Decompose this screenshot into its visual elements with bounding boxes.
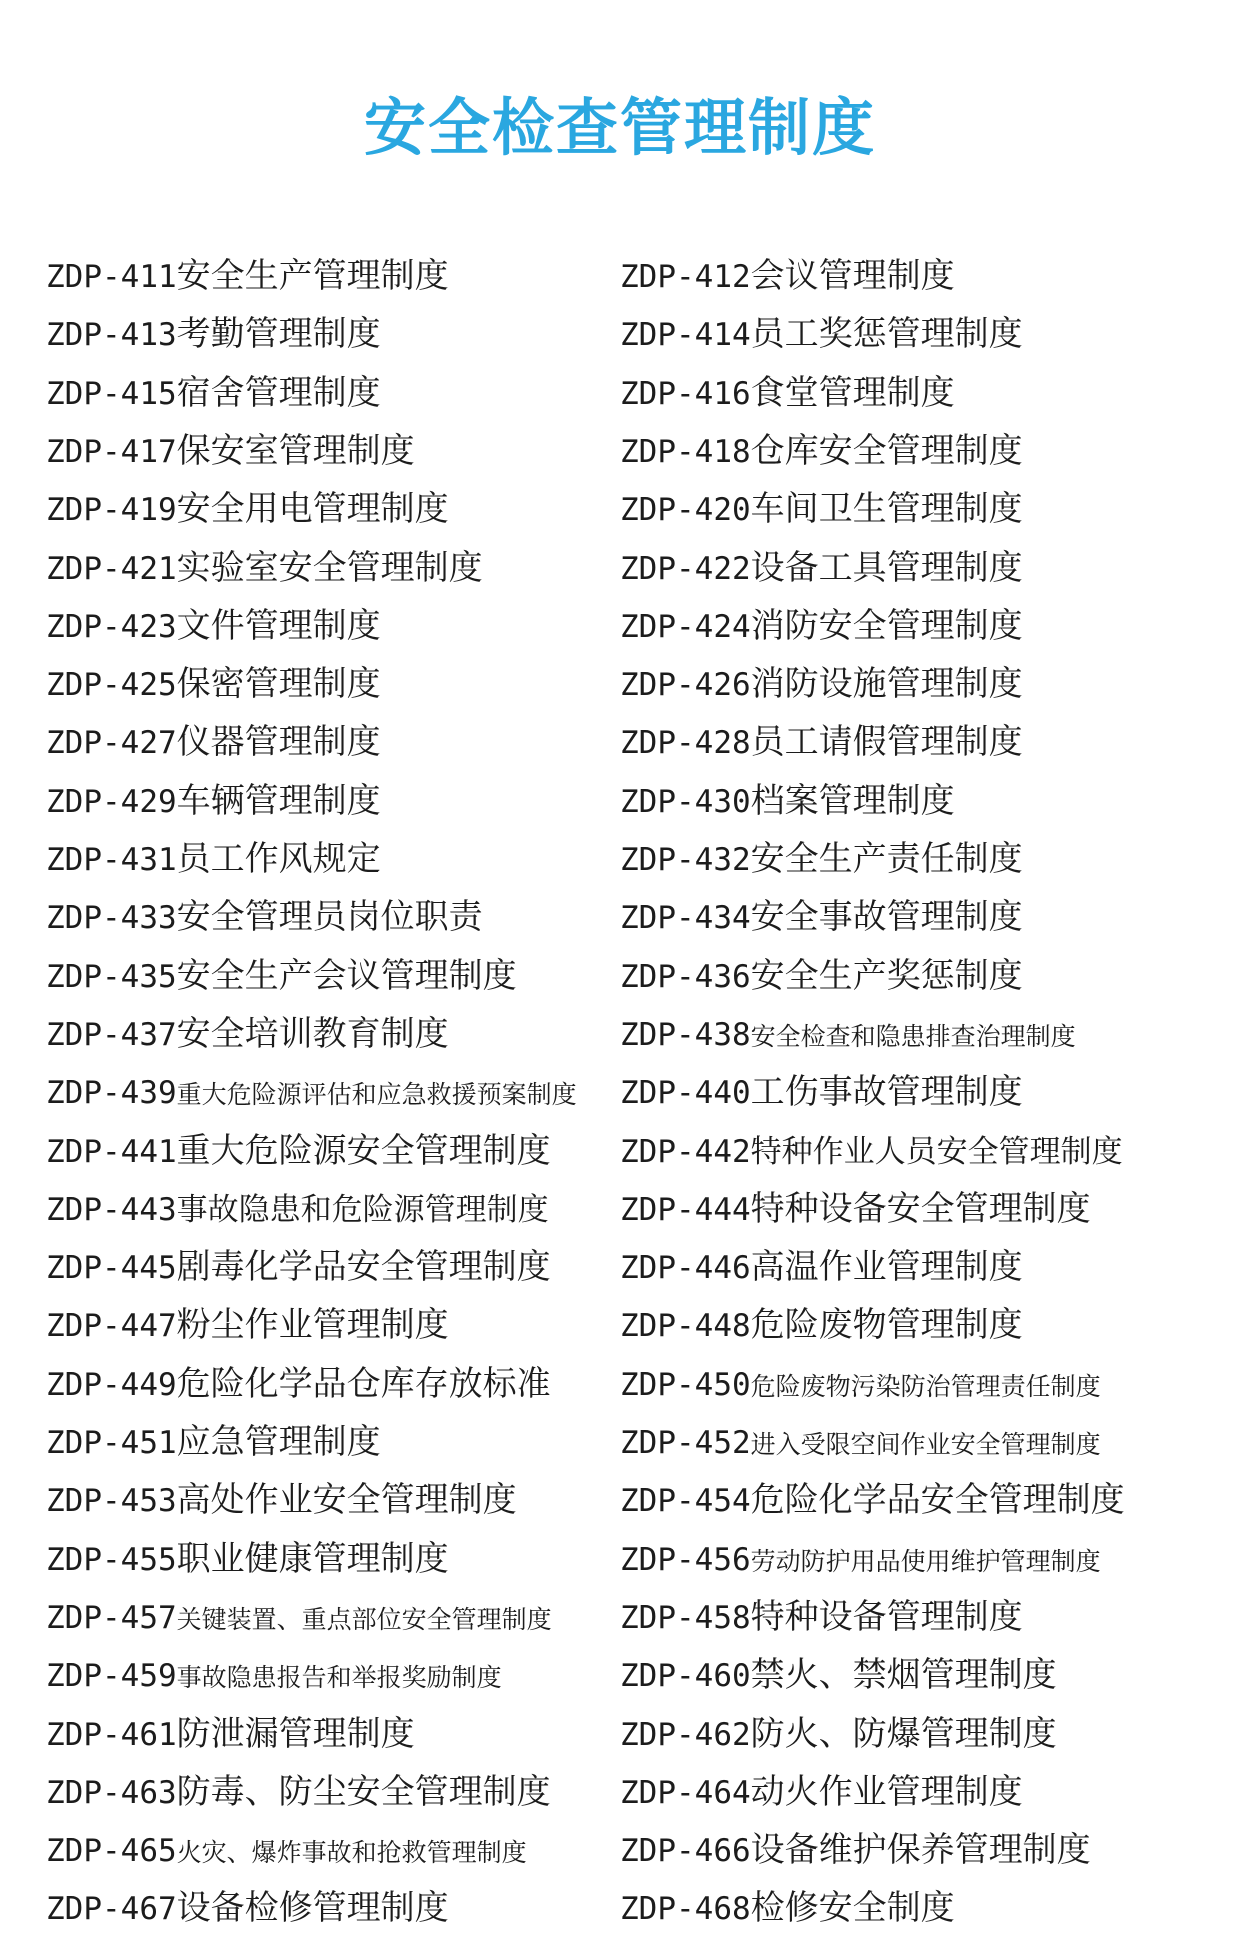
document-code: ZDP-450 — [620, 1366, 751, 1403]
list-row — [0, 655, 1240, 713]
document-name: 防毒、防尘安全管理制度 — [176, 1771, 551, 1812]
document-name: 事故隐患和危险源管理制度 — [176, 1191, 549, 1228]
list-item — [46, 830, 381, 888]
document-code: ZDP-417 — [46, 433, 177, 470]
document-name: 火灾、爆炸事故和抢救管理制度 — [176, 1838, 527, 1868]
list-item — [620, 1763, 1023, 1821]
list-row — [0, 1821, 1240, 1879]
document-code: ZDP-444 — [620, 1191, 751, 1228]
list-row — [0, 1122, 1240, 1180]
document-code: ZDP-421 — [46, 550, 177, 587]
list-item — [620, 1122, 1123, 1180]
document-name: 员工奖惩管理制度 — [750, 314, 1023, 355]
document-code: ZDP-456 — [620, 1541, 751, 1578]
document-code: ZDP-413 — [46, 317, 177, 354]
document-name: 档案管理制度 — [750, 780, 955, 821]
document-code: ZDP-426 — [620, 667, 751, 704]
list-item — [46, 539, 483, 597]
document-code: ZDP-467 — [46, 1891, 177, 1928]
list-row — [0, 1355, 1240, 1413]
list-item — [620, 1705, 1057, 1763]
document-code: ZDP-428 — [620, 725, 751, 762]
document-code: ZDP-439 — [46, 1075, 177, 1112]
document-code: ZDP-423 — [46, 608, 177, 645]
document-name: 安全管理员岗位职责 — [176, 897, 483, 938]
document-code: ZDP-419 — [46, 492, 177, 529]
document-name: 特种设备管理制度 — [750, 1596, 1023, 1637]
document-name: 关键装置、重点部位安全管理制度 — [176, 1604, 552, 1634]
document-name: 高处作业安全管理制度 — [176, 1480, 517, 1521]
document-name: 危险化学品仓库存放标准 — [176, 1363, 551, 1404]
list-item — [620, 1005, 1076, 1063]
list-item — [620, 1355, 1101, 1413]
document-code: ZDP-431 — [46, 842, 177, 878]
document-code: ZDP-434 — [620, 900, 751, 937]
list-item — [46, 305, 381, 363]
list-row — [0, 597, 1240, 655]
document-code: ZDP-437 — [46, 1016, 177, 1053]
document-code: ZDP-451 — [46, 1425, 177, 1461]
document-code: ZDP-411 — [46, 259, 177, 295]
list-row — [0, 422, 1240, 480]
list-row — [0, 480, 1240, 538]
document-name: 工伤事故管理制度 — [750, 1072, 1023, 1113]
document-code: ZDP-445 — [46, 1250, 177, 1287]
document-code: ZDP-463 — [46, 1774, 177, 1811]
document-code: ZDP-465 — [46, 1833, 177, 1870]
document-name: 应急管理制度 — [176, 1422, 381, 1462]
list-item — [46, 947, 517, 1005]
document-code: ZDP-462 — [620, 1716, 751, 1753]
list-item — [46, 247, 449, 305]
document-code: ZDP-464 — [620, 1774, 751, 1811]
document-name: 文件管理制度 — [176, 605, 381, 646]
document-name: 检修安全制度 — [750, 1888, 955, 1929]
document-code: ZDP-429 — [46, 783, 177, 820]
document-name: 设备检修管理制度 — [176, 1888, 449, 1929]
list-item — [620, 422, 1023, 480]
document-code: ZDP-447 — [46, 1308, 177, 1345]
document-name: 劳动防护用品使用维护管理制度 — [750, 1546, 1101, 1576]
document-code: ZDP-440 — [620, 1075, 751, 1112]
document-code: ZDP-425 — [46, 667, 177, 704]
document-name: 进入受限空间作业安全管理制度 — [750, 1430, 1101, 1459]
document-name: 安全用电管理制度 — [176, 489, 449, 530]
list-row — [0, 1238, 1240, 1296]
list-row — [0, 247, 1240, 305]
document-name: 特种作业人员安全管理制度 — [750, 1133, 1123, 1170]
list-row — [0, 1763, 1240, 1821]
list-item — [620, 713, 1023, 771]
list-row — [0, 1413, 1240, 1471]
document-code: ZDP-420 — [620, 492, 751, 529]
list-item — [620, 1530, 1101, 1588]
list-item — [46, 1471, 517, 1529]
document-code: ZDP-424 — [620, 608, 751, 645]
document-name: 安全生产奖惩制度 — [750, 955, 1023, 996]
list-row — [0, 947, 1240, 1005]
document-name: 危险废物污染防治管理责任制度 — [750, 1371, 1101, 1401]
list-item — [46, 1122, 551, 1180]
list-item — [620, 1238, 1023, 1296]
list-item — [46, 1588, 552, 1646]
document-code: ZDP-446 — [620, 1250, 751, 1287]
document-code: ZDP-415 — [46, 375, 177, 412]
document-name: 车间卫生管理制度 — [750, 489, 1023, 530]
list-item — [46, 1296, 449, 1354]
document-name: 仓库安全管理制度 — [750, 430, 1023, 471]
document-name: 安全检查和隐患排查治理制度 — [750, 1021, 1076, 1051]
document-name: 安全生产责任制度 — [750, 839, 1023, 879]
list-item — [46, 713, 381, 771]
document-name: 防泄漏管理制度 — [176, 1713, 415, 1754]
document-code: ZDP-452 — [620, 1425, 751, 1461]
list-item — [46, 1005, 449, 1063]
list-item — [620, 364, 955, 422]
list-item — [46, 422, 415, 480]
document-code: ZDP-412 — [620, 259, 751, 295]
list-item — [620, 247, 955, 305]
document-code: ZDP-430 — [620, 783, 751, 820]
document-code: ZDP-453 — [46, 1483, 177, 1520]
list-item — [620, 655, 1023, 713]
list-item — [620, 597, 1023, 655]
list-row — [0, 1646, 1240, 1704]
document-code: ZDP-438 — [620, 1016, 751, 1053]
list-item — [46, 1238, 551, 1296]
document-name: 保安室管理制度 — [176, 430, 415, 471]
list-item — [620, 1180, 1091, 1238]
list-row — [0, 772, 1240, 830]
list-item — [46, 1355, 551, 1413]
list-row — [0, 713, 1240, 771]
document-name: 危险废物管理制度 — [750, 1305, 1023, 1346]
list-row — [0, 1705, 1240, 1763]
document-code: ZDP-448 — [620, 1308, 751, 1345]
document-name: 粉尘作业管理制度 — [176, 1305, 449, 1346]
list-row — [0, 305, 1240, 363]
list-row — [0, 364, 1240, 422]
list-item — [620, 1063, 1023, 1121]
list-item — [46, 1763, 551, 1821]
list-item — [620, 1471, 1125, 1529]
list-row — [0, 1530, 1240, 1588]
list-row — [0, 830, 1240, 888]
document-name: 考勤管理制度 — [176, 314, 381, 355]
list-row — [0, 1471, 1240, 1529]
document-name: 宿舍管理制度 — [176, 372, 381, 413]
document-name: 防火、防爆管理制度 — [750, 1713, 1057, 1754]
document-code: ZDP-457 — [46, 1599, 177, 1636]
document-code: ZDP-460 — [620, 1658, 751, 1695]
list-row — [0, 1005, 1240, 1063]
list-row — [0, 539, 1240, 597]
list-item — [46, 1413, 381, 1471]
list-item — [620, 1821, 1091, 1879]
document-name: 禁火、禁烟管理制度 — [750, 1655, 1057, 1696]
list-item — [46, 1821, 527, 1879]
list-item — [620, 947, 1023, 1005]
document-name: 设备工具管理制度 — [750, 547, 1023, 588]
list-item — [620, 1879, 955, 1937]
list-item — [46, 888, 483, 946]
list-item — [46, 655, 381, 713]
list-item — [620, 1413, 1101, 1471]
document-name: 会议管理制度 — [750, 256, 955, 296]
list-row — [0, 1180, 1240, 1238]
list-item — [620, 539, 1023, 597]
list-item — [46, 364, 381, 422]
document-name: 重大危险源评估和应急救援预案制度 — [176, 1080, 577, 1110]
document-name: 车辆管理制度 — [176, 780, 381, 821]
list-item — [46, 1646, 502, 1704]
list-row — [0, 1879, 1240, 1937]
document-name: 重大危险源安全管理制度 — [176, 1130, 551, 1171]
document-code: ZDP-427 — [46, 725, 177, 762]
document-code: ZDP-454 — [620, 1483, 751, 1520]
document-code: ZDP-436 — [620, 958, 751, 995]
document-code: ZDP-435 — [46, 958, 177, 995]
document-name: 安全事故管理制度 — [750, 897, 1023, 938]
list-item — [620, 772, 955, 830]
document-code: ZDP-459 — [46, 1658, 177, 1695]
document-code: ZDP-441 — [46, 1133, 177, 1170]
document-code: ZDP-458 — [620, 1599, 751, 1636]
list-item — [46, 1530, 449, 1588]
document-name: 事故隐患报告和举报奖励制度 — [176, 1663, 502, 1693]
list-item — [46, 1705, 415, 1763]
document-code: ZDP-449 — [46, 1366, 177, 1403]
document-name: 员工请假管理制度 — [750, 722, 1023, 763]
document-name: 特种设备安全管理制度 — [750, 1188, 1091, 1229]
document-name: 安全生产会议管理制度 — [176, 955, 517, 996]
document-name: 实验室安全管理制度 — [176, 547, 483, 588]
list-item — [46, 772, 381, 830]
document-code: ZDP-418 — [620, 433, 751, 470]
document-code: ZDP-461 — [46, 1716, 177, 1753]
list-item — [620, 1296, 1023, 1354]
list-item — [46, 1063, 577, 1121]
list-item — [46, 480, 449, 538]
document-name: 员工作风规定 — [176, 839, 381, 879]
document-name: 消防安全管理制度 — [750, 605, 1023, 646]
list-row — [0, 1296, 1240, 1354]
list-item — [620, 830, 1023, 888]
document-code: ZDP-433 — [46, 900, 177, 937]
document-name: 高温作业管理制度 — [750, 1247, 1023, 1288]
document-code: ZDP-468 — [620, 1891, 751, 1928]
document-code: ZDP-422 — [620, 550, 751, 587]
document-name: 安全生产管理制度 — [176, 256, 449, 296]
document-name: 保密管理制度 — [176, 664, 381, 705]
document-name: 动火作业管理制度 — [750, 1771, 1023, 1812]
document-name: 危险化学品安全管理制度 — [750, 1480, 1125, 1521]
document-code: ZDP-442 — [620, 1133, 751, 1170]
document-name: 安全培训教育制度 — [176, 1013, 449, 1054]
list-row — [0, 1063, 1240, 1121]
list-row — [0, 888, 1240, 946]
list-item — [46, 1879, 449, 1937]
list-item — [620, 1646, 1057, 1704]
document-code: ZDP-466 — [620, 1833, 751, 1870]
document-name: 剧毒化学品安全管理制度 — [176, 1247, 551, 1288]
list-item — [46, 597, 381, 655]
document-code: ZDP-414 — [620, 317, 751, 354]
document-name: 职业健康管理制度 — [176, 1538, 449, 1579]
list-item — [620, 305, 1023, 363]
list-item — [46, 1180, 549, 1238]
document-code: ZDP-443 — [46, 1191, 177, 1228]
list-item — [620, 1588, 1023, 1646]
list-item — [620, 480, 1023, 538]
document-name: 设备维护保养管理制度 — [750, 1830, 1091, 1871]
list-row — [0, 1588, 1240, 1646]
document-code: ZDP-455 — [46, 1541, 177, 1578]
document-code: ZDP-432 — [620, 842, 751, 878]
document-name: 消防设施管理制度 — [750, 664, 1023, 705]
document-name: 食堂管理制度 — [750, 372, 955, 413]
document-code: ZDP-416 — [620, 375, 751, 412]
page-title: 安全检查管理制度 — [363, 91, 876, 164]
document-name: 仪器管理制度 — [176, 722, 381, 763]
list-item — [620, 888, 1023, 946]
